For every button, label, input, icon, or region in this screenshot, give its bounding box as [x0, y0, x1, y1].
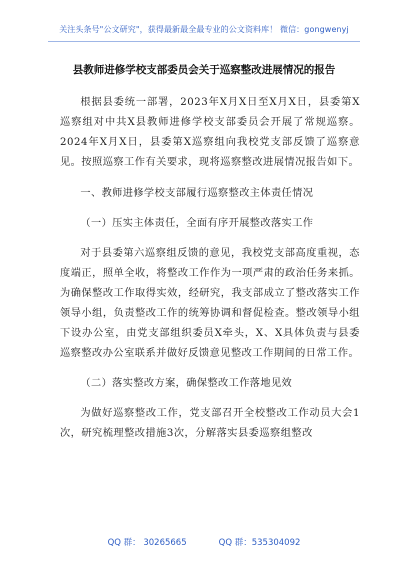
subsection-heading-1: （一）压实主体责任，全面有序开展整改落实工作 — [80, 218, 314, 229]
intro-paragraph: 根据县委统一部署，2023年X月X日至X月X日，县委第X巡察组对中共X县教师进修学校支部委员会开展了常规巡察。2024年X月X日，县委第X巡察组向我校党支部反馈了巡察意见。按照巡察工作有关要求，现将巡察整改进展情况报告如下。 — [60, 97, 360, 168]
footer-qq-group-1: QQ 群： 30265665 — [107, 538, 187, 548]
footer-qq-group-2: QQ 群：535304092 — [218, 538, 301, 548]
document-body — [60, 93, 360, 444]
subsection-1-paragraph: 对于县委第六巡察组反馈的意见，我校党支部高度重视，态度端正，照单全收，将整改工作作为一项严肃的政治任务来抓。为确保整改工作取得实效，经研究，我支部成立了整改落实工作领导小组，负责整改工作的统筹协调和督促检查。整改领导小组下设办公室，由党支部组织委员X牵头，X、X具体负责与县委巡察整改办公室联系并做好反馈意见整改工作期间的日常工作。 — [60, 248, 360, 359]
section-heading-1: 一、教师进修学校支部履行巡察整改主体责任情况 — [80, 188, 314, 199]
header-divider — [48, 41, 360, 42]
subsection-heading-2: （二）落实整改方案，确保整改工作落地见效 — [80, 378, 293, 389]
subsection-2-paragraph: 为做好巡察整改工作，党支部召开全校整改工作动员大会1次，研究梳理整改措施3次，分解落实县委巡察组整改 — [60, 408, 360, 439]
document-title: 县教师进修学校支部委员会关于巡察整改进展情况的报告 — [72, 64, 336, 76]
footer-contact — [0, 536, 408, 548]
header-note: 关注头条号"公文研究"，获得最新最全最专业的公文资料库！ 微信：gongwenyj — [59, 25, 349, 34]
